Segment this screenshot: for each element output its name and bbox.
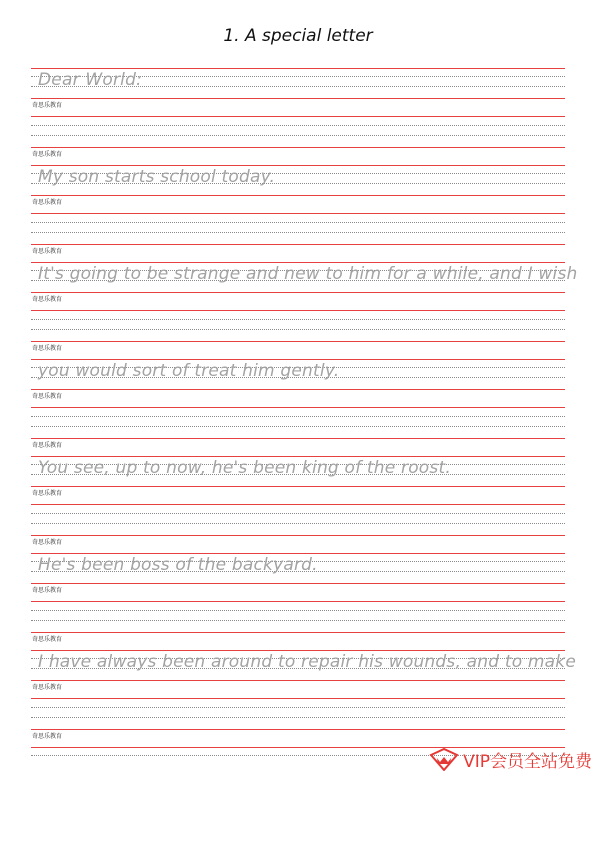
top-red-line (31, 650, 565, 651)
dotted-guide-line (31, 426, 565, 427)
red-line (31, 632, 565, 633)
top-red-line (31, 359, 565, 360)
row-tag: 奇思乐教育 (32, 733, 63, 740)
writing-block (31, 68, 565, 165)
dotted-guide-line (31, 610, 565, 611)
row-tag: 奇思乐教育 (32, 490, 63, 497)
dotted-guide-line (31, 707, 565, 708)
tracing-sentence: Dear World: (38, 70, 143, 90)
dotted-guide-line (31, 717, 565, 718)
writing-block (31, 262, 578, 359)
baseline-red-line (31, 98, 565, 99)
red-line (31, 147, 565, 148)
top-red-line (31, 456, 565, 457)
tracing-sentence: My son starts school today. (38, 167, 276, 187)
tracing-sentence: You see, up to now, he's been king of the roost. (38, 458, 451, 478)
worksheet-title: 1. A special letter (223, 26, 373, 46)
writing-block (31, 650, 577, 747)
red-line (31, 438, 565, 439)
red-line (31, 601, 565, 602)
row-tag: 奇思乐教育 (32, 539, 63, 546)
baseline-red-line (31, 680, 565, 681)
row-tag: 奇思乐教育 (32, 684, 63, 691)
baseline-red-line (31, 486, 565, 487)
red-line (31, 504, 565, 505)
top-red-line (31, 553, 565, 554)
writing-block (31, 165, 565, 262)
top-red-line (31, 68, 565, 69)
writing-block (31, 456, 565, 553)
baseline-red-line (31, 389, 565, 390)
vip-watermark (429, 746, 592, 772)
tracing-sentence: I have always been around to repair his wounds, and to make (38, 652, 577, 672)
handwriting-lines (31, 0, 578, 778)
row-tag: 奇思乐教育 (32, 393, 63, 400)
red-line (31, 310, 565, 311)
dotted-guide-line (31, 523, 565, 524)
writing-block (31, 359, 565, 456)
row-tag: 奇思乐教育 (32, 296, 63, 303)
red-line (31, 407, 565, 408)
row-tag: 奇思乐教育 (32, 587, 63, 594)
red-line (31, 116, 565, 117)
tracing-sentence: He's been boss of the backyard. (38, 555, 318, 575)
top-red-line (31, 262, 565, 263)
row-tag: 奇思乐教育 (32, 151, 63, 158)
row-tag: 奇思乐教育 (32, 636, 63, 643)
vip-watermark-text: VIP会员全站免费 (463, 751, 592, 772)
dotted-guide-line (31, 222, 565, 223)
red-line (31, 213, 565, 214)
tracing-sentence: It's going to be strange and new to him for a while, and I wish (38, 264, 578, 284)
baseline-red-line (31, 195, 565, 196)
baseline-red-line (31, 292, 565, 293)
baseline-red-line (31, 583, 565, 584)
dotted-guide-line (31, 125, 565, 126)
dotted-guide-line (31, 319, 565, 320)
dotted-guide-line (31, 513, 565, 514)
red-line (31, 535, 565, 536)
red-line (31, 698, 565, 699)
dotted-guide-line (31, 232, 565, 233)
tracing-sentence: you would sort of treat him gently. (38, 361, 340, 381)
red-line (31, 729, 565, 730)
red-line (31, 341, 565, 342)
row-tag: 奇思乐教育 (32, 442, 63, 449)
dotted-guide-line (31, 620, 565, 621)
writing-block (31, 553, 565, 650)
dotted-guide-line (31, 329, 565, 330)
row-tag: 奇思乐教育 (32, 345, 63, 352)
dotted-guide-line (31, 135, 565, 136)
red-line (31, 244, 565, 245)
dotted-guide-line (31, 416, 565, 417)
row-tag: 奇思乐教育 (32, 199, 63, 206)
top-red-line (31, 165, 565, 166)
vip-crown-icon (429, 747, 459, 771)
row-tag: 奇思乐教育 (32, 102, 63, 109)
row-tag: 奇思乐教育 (32, 248, 63, 255)
